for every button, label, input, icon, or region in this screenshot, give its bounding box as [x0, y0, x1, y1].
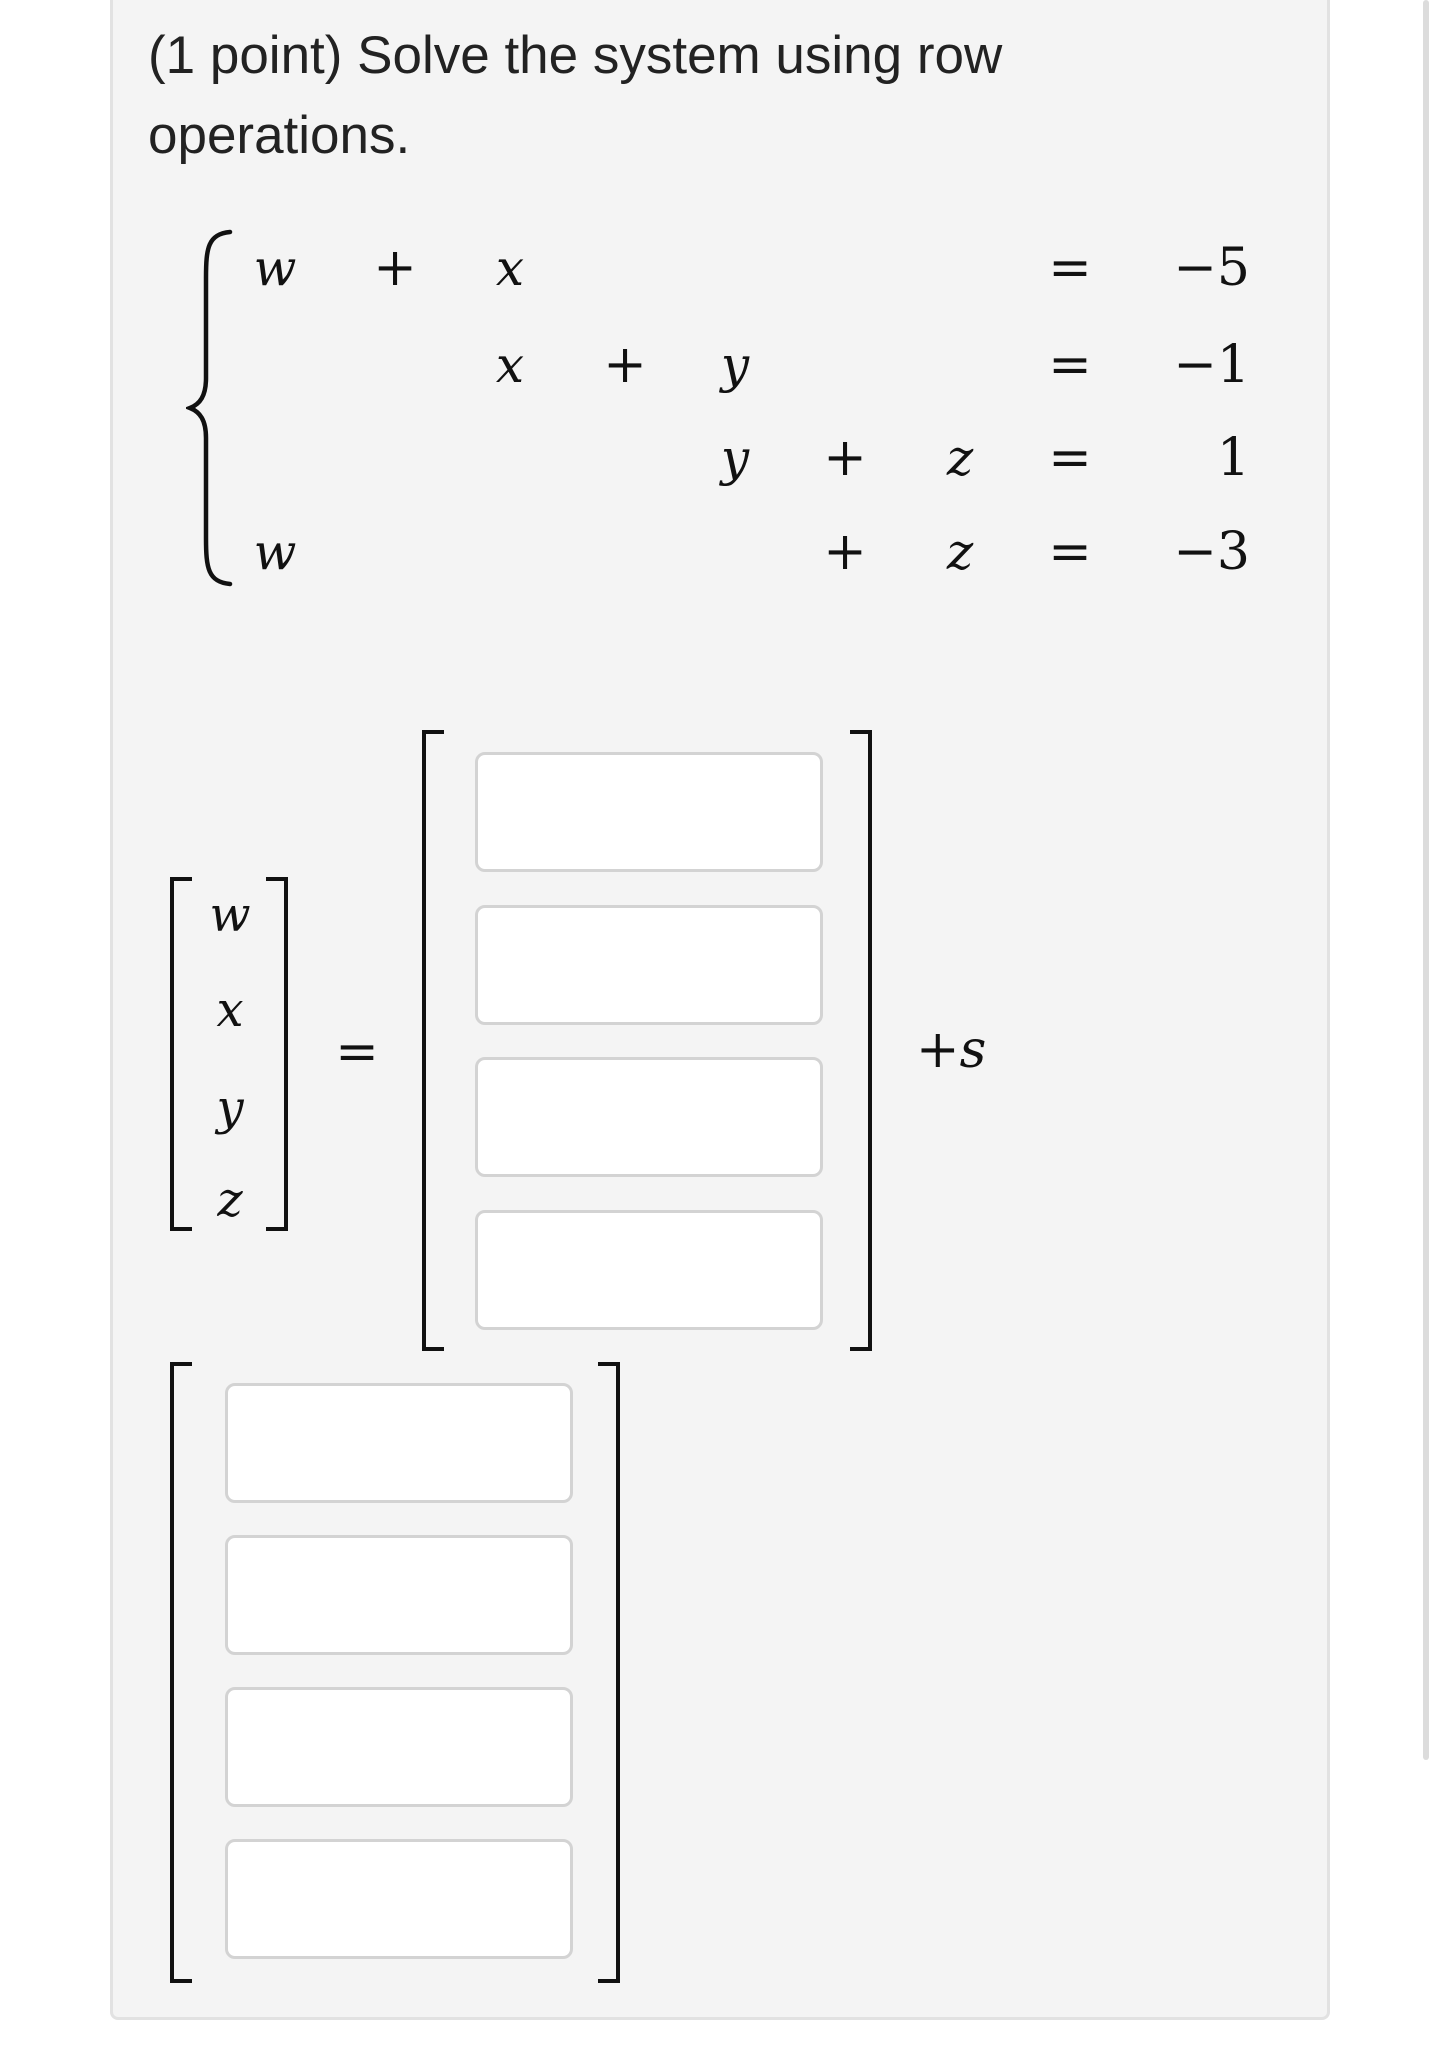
direction-entry-1-input[interactable]: [225, 1383, 573, 1503]
left-brace: [186, 228, 236, 588]
problem-prompt: (1 point) Solve the system using row operations.: [148, 26, 1003, 165]
plus-sign: +: [823, 428, 867, 488]
equals-sign: =: [1048, 428, 1092, 488]
plus-parameter-s: [916, 1020, 986, 1080]
rhs-value: −3: [1173, 522, 1250, 582]
vector-var-w: w: [209, 887, 251, 943]
equals-sign: =: [335, 1022, 379, 1082]
scrollbar[interactable]: [1423, 0, 1429, 1760]
term-y: y: [720, 336, 750, 394]
rhs-value: −1: [1173, 335, 1250, 395]
equals-sign: =: [1048, 522, 1092, 582]
rhs-value: −5: [1173, 238, 1250, 298]
direction-entry-2-input[interactable]: [225, 1535, 573, 1655]
term-x: x: [495, 336, 525, 394]
particular-entry-3-input[interactable]: [475, 1057, 823, 1177]
term-x: x: [495, 239, 525, 297]
vector-var-y: y: [216, 1080, 244, 1136]
rhs-value: 1: [1216, 428, 1250, 488]
vector-var-z: z: [217, 1172, 243, 1228]
term-w: w: [253, 523, 297, 581]
particular-entry-1-input[interactable]: [475, 752, 823, 872]
term-z: z: [946, 429, 974, 487]
term-z: z: [946, 523, 974, 581]
term-w: w: [253, 239, 297, 297]
equals-sign: =: [1048, 238, 1092, 298]
direction-entry-3-input[interactable]: [225, 1687, 573, 1807]
plus-sign: +: [823, 522, 867, 582]
vector-var-x: x: [216, 982, 244, 1038]
particular-entry-4-input[interactable]: [475, 1210, 823, 1330]
equals-sign: =: [1048, 335, 1092, 395]
plus-s-label: +s: [916, 1020, 987, 1080]
particular-entry-2-input[interactable]: [475, 905, 823, 1025]
direction-entry-4-input[interactable]: [225, 1839, 573, 1959]
plus-sign: +: [373, 238, 417, 298]
plus-sign: +: [603, 335, 647, 395]
term-y: y: [720, 429, 750, 487]
